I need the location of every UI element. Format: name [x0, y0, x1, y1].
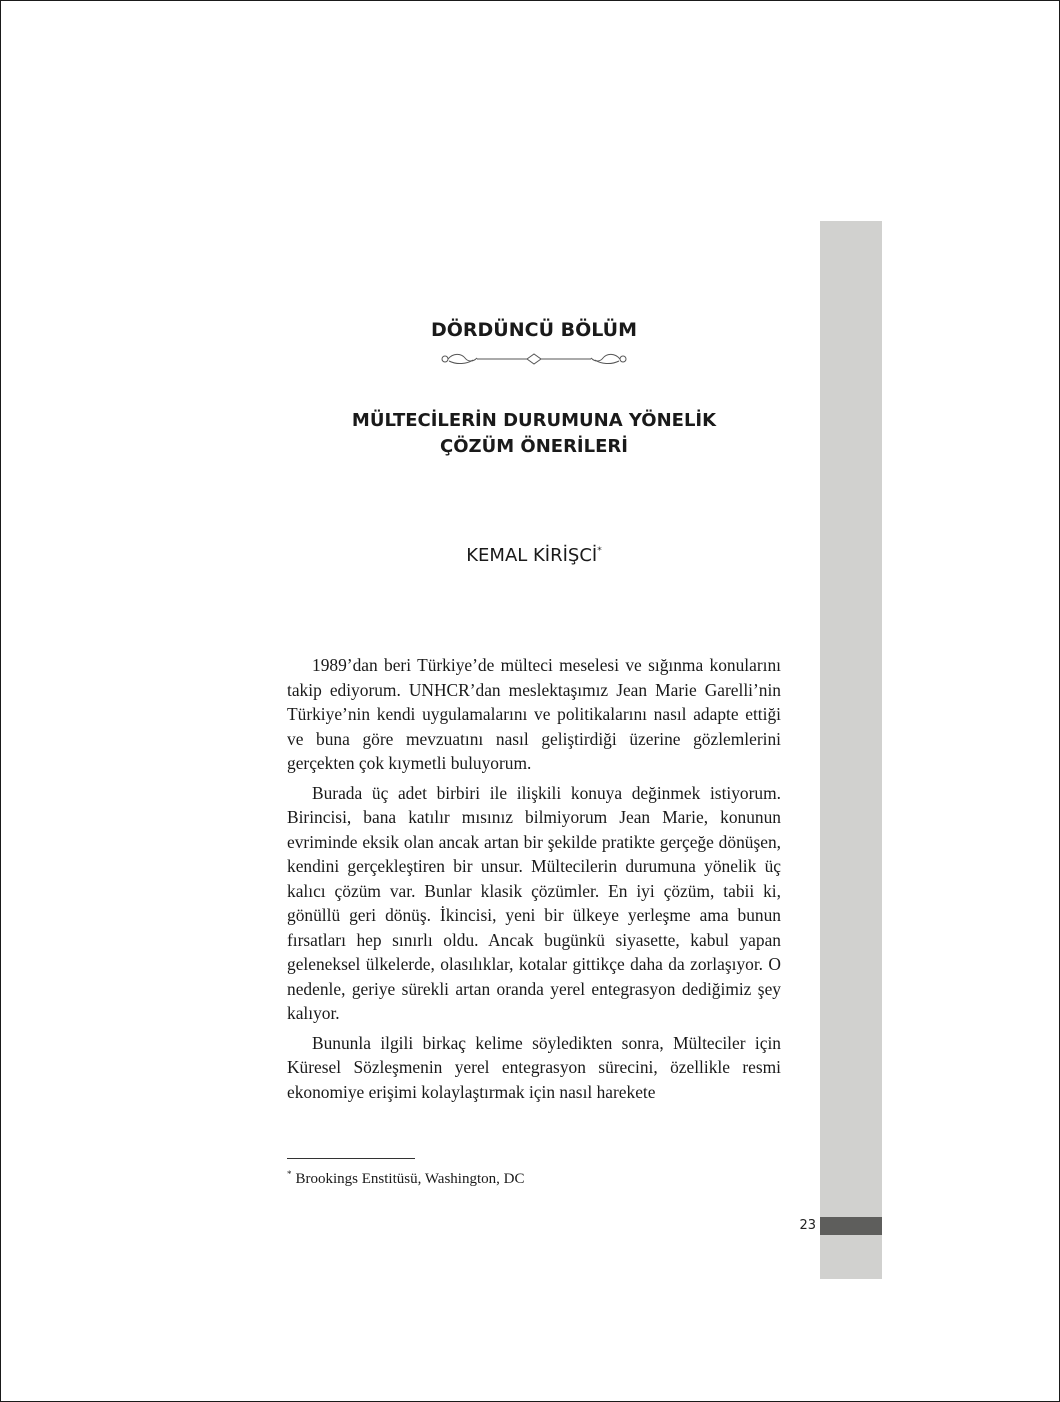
- author-text: KEMAL KİRİŞCİ: [466, 545, 598, 566]
- footnote-text: Brookings Enstitüsü, Washington, DC: [295, 1171, 525, 1187]
- footnote: [287, 1164, 781, 1189]
- footnote-mark: *: [287, 1169, 292, 1179]
- chapter-title: [287, 408, 781, 460]
- author-footnote-mark: *: [597, 546, 602, 556]
- chapter-title-line-1: MÜLTECİLERİN DURUMUNA YÖNELİK: [351, 410, 717, 431]
- chapter-heading: DÖRDÜNCÜ BÖLÜM: [430, 319, 638, 341]
- paragraph-2: Burada üç adet birbiri ile ilişkili konuya değinmek istiyorum. Birincisi, bana katılır mısınız bilmiyorum Jean Marie, konunun evriminde eksik olan ancak artan bir şekilde pratikte gerçeğe dönüşen, kendini gerçekleştiren bir unsur. Mültecilerin durumuna yönelik üç kalıcı çözüm var. Bunlar klasik çözümler. En iyi çözüm, tabii ki, gönüllü geri dönüş. İkincisi, yeni bir ülkeye yerleşme ama bunun fırsatları hep sınırlı oldu. Ancak bugünkü siyasette, kabul yapan geleneksel ülkelerde, olasılıklar, kotalar gittikçe daha da zorlaşıyor. O nedenle, geriye sürekli artan oranda yerel entegrasyon dediğimiz şey kalıyor.: [287, 782, 781, 1023]
- decorative-divider-icon: [439, 350, 629, 368]
- side-band: [820, 221, 882, 1279]
- chapter-title-line-2: ÇÖZÜM ÖNERİLERİ: [440, 436, 628, 457]
- paragraph-3: Bununla ilgili birkaç kelime söyledikten sonra, Mülteciler için Küresel Sözleşmenin yerel entegrasyon sürecini, özellikle resmi ekonomiye erişimi kolaylaştırmak için nasıl harekete: [287, 1032, 781, 1102]
- page-number-tab: [820, 1217, 882, 1235]
- body-text: [287, 653, 781, 1109]
- footnote-divider: [287, 1158, 415, 1159]
- paragraph-1: 1989’dan beri Türkiye’de mülteci meselesi ve sığınma konularını takip ediyorum. UNHCR’dan meslektaşımız Jean Marie Garelli’nin Türkiye’nin kendi uygulamalarını ve politikalarını nasıl adapte ettiği ve buna göre mevzuatını nasıl geliştirdiği üzerine gözlemlerini gerçekten çok kıymetli buluyorum.: [287, 655, 781, 773]
- author-name: [287, 539, 781, 568]
- page-number: 23: [799, 1218, 816, 1233]
